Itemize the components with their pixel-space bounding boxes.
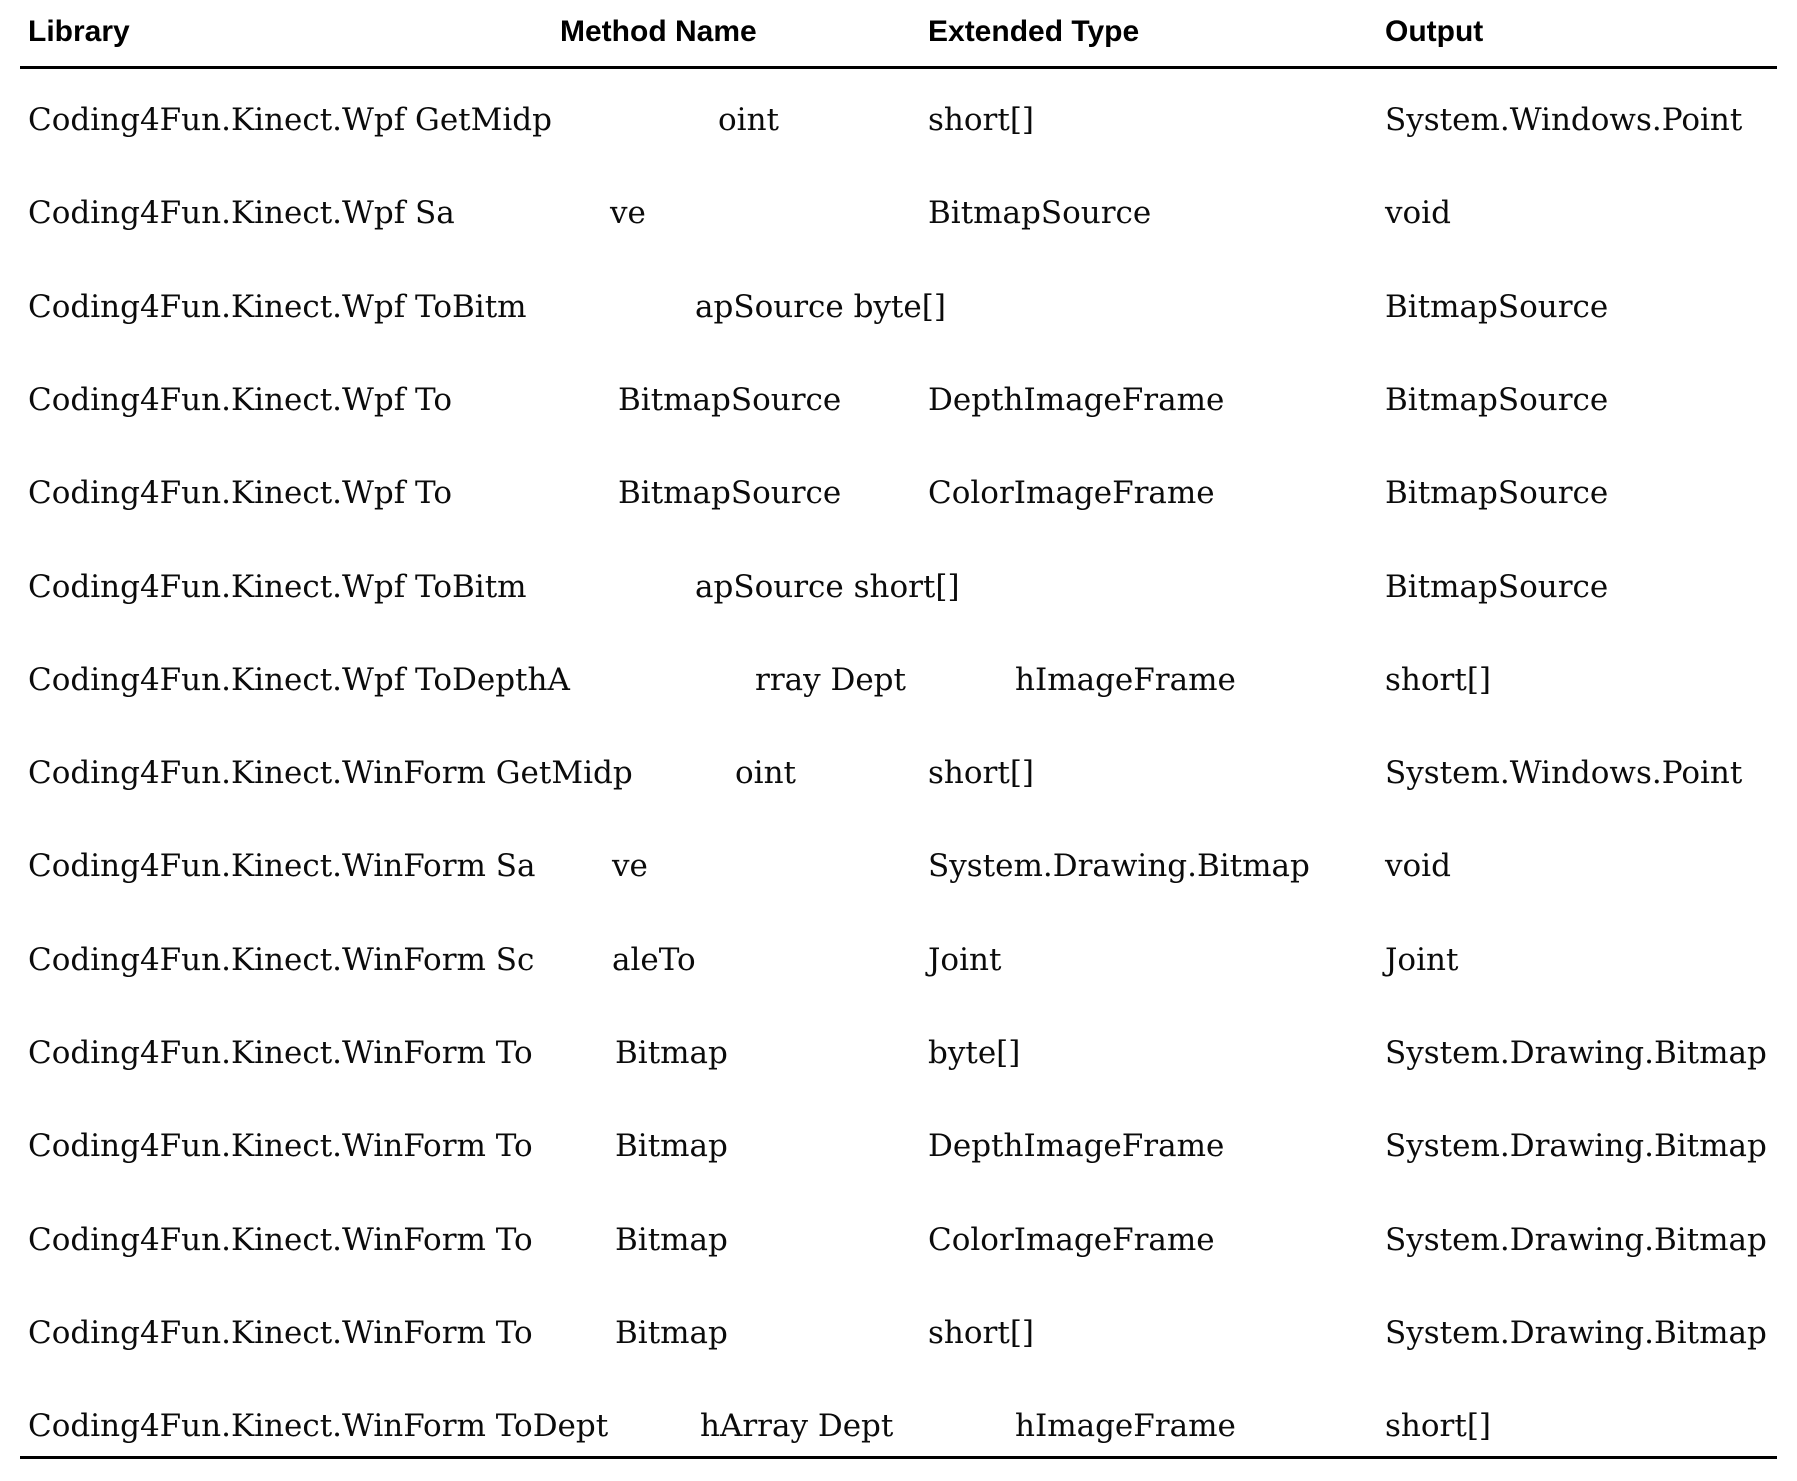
row-segment: Coding4Fun.Kinect.WinForm To: [28, 1222, 533, 1258]
row-segment: System.Drawing.Bitmap: [1385, 1035, 1767, 1071]
row-segment: void: [1385, 848, 1451, 884]
table-top-rule: [20, 66, 1777, 69]
row-segment: Coding4Fun.Kinect.Wpf To: [28, 382, 452, 418]
row-segment: hImageFrame: [1015, 1408, 1236, 1444]
row-segment: ColorImageFrame: [928, 475, 1215, 511]
row-segment: Coding4Fun.Kinect.WinForm To: [28, 1035, 533, 1071]
row-segment: System.Windows.Point: [1385, 755, 1743, 791]
header-cell-extended-type: Extended Type: [928, 15, 1140, 48]
row-segment: apSource byte[]: [695, 289, 946, 325]
header-cell-output: Output: [1385, 15, 1484, 48]
row-segment: rray Dept: [755, 662, 906, 698]
row-segment: Coding4Fun.Kinect.WinForm To: [28, 1315, 533, 1351]
row-segment: Coding4Fun.Kinect.WinForm GetMidp: [28, 755, 633, 791]
row-segment: System.Drawing.Bitmap: [1385, 1128, 1767, 1164]
row-segment: Joint: [928, 942, 1002, 978]
row-segment: short[]: [1385, 1408, 1492, 1444]
row-segment: short[]: [928, 1315, 1035, 1351]
row-segment: Coding4Fun.Kinect.WinForm ToDept: [28, 1408, 609, 1444]
row-segment: Joint: [1385, 942, 1459, 978]
row-segment: ve: [612, 848, 648, 884]
row-segment: Bitmap: [615, 1035, 728, 1071]
row-segment: System.Windows.Point: [1385, 102, 1743, 138]
row-segment: BitmapSource: [1385, 289, 1609, 325]
row-segment: Coding4Fun.Kinect.Wpf ToDepthA: [28, 662, 570, 698]
row-segment: hImageFrame: [1015, 662, 1236, 698]
row-segment: BitmapSource: [618, 382, 842, 418]
row-segment: Coding4Fun.Kinect.WinForm To: [28, 1128, 533, 1164]
row-segment: Coding4Fun.Kinect.Wpf To: [28, 475, 452, 511]
row-segment: BitmapSource: [618, 475, 842, 511]
row-segment: BitmapSource: [1385, 475, 1609, 511]
row-segment: Bitmap: [615, 1128, 728, 1164]
row-segment: Coding4Fun.Kinect.Wpf ToBitm: [28, 569, 527, 605]
header-cell-library: Library: [28, 15, 130, 48]
row-segment: apSource short[]: [695, 569, 960, 605]
row-segment: DepthImageFrame: [928, 1128, 1225, 1164]
row-segment: ve: [610, 195, 646, 231]
row-segment: hArray Dept: [700, 1408, 894, 1444]
row-segment: short[]: [1385, 662, 1492, 698]
row-segment: Coding4Fun.Kinect.Wpf ToBitm: [28, 289, 527, 325]
row-segment: oint: [735, 755, 797, 791]
row-segment: System.Drawing.Bitmap: [1385, 1315, 1767, 1351]
header-cell-method-name: Method Name: [560, 15, 757, 48]
row-segment: Bitmap: [615, 1315, 728, 1351]
row-segment: byte[]: [928, 1035, 1021, 1071]
row-segment: DepthImageFrame: [928, 382, 1225, 418]
row-segment: Coding4Fun.Kinect.Wpf GetMidp: [28, 102, 552, 138]
row-segment: System.Drawing.Bitmap: [928, 848, 1310, 884]
row-segment: BitmapSource: [1385, 382, 1609, 418]
row-segment: Coding4Fun.Kinect.WinForm Sa: [28, 848, 536, 884]
row-segment: BitmapSource: [928, 195, 1152, 231]
row-segment: ColorImageFrame: [928, 1222, 1215, 1258]
row-segment: oint: [718, 102, 780, 138]
row-segment: short[]: [928, 755, 1035, 791]
row-segment: short[]: [928, 102, 1035, 138]
row-segment: Coding4Fun.Kinect.Wpf Sa: [28, 195, 455, 231]
table-bottom-rule: [20, 1456, 1777, 1459]
row-segment: aleTo: [612, 942, 696, 978]
row-segment: System.Drawing.Bitmap: [1385, 1222, 1767, 1258]
row-segment: void: [1385, 195, 1451, 231]
row-segment: Coding4Fun.Kinect.WinForm Sc: [28, 942, 535, 978]
row-segment: Bitmap: [615, 1222, 728, 1258]
row-segment: BitmapSource: [1385, 569, 1609, 605]
